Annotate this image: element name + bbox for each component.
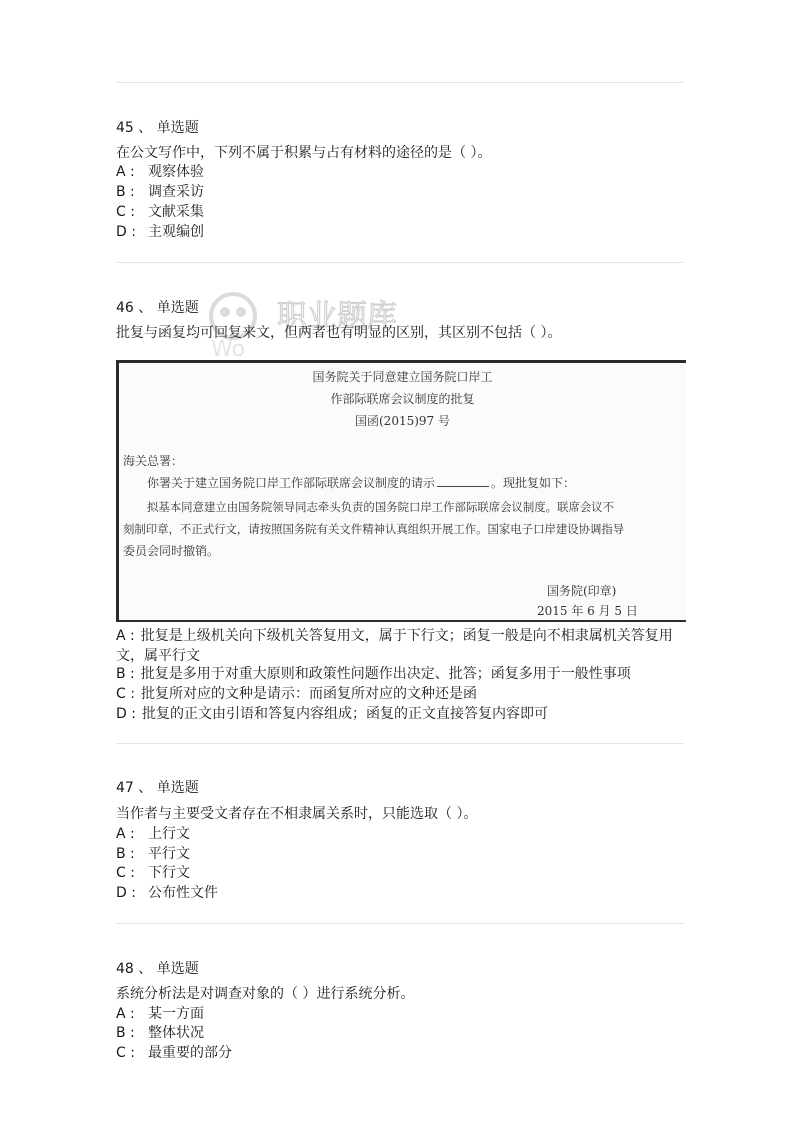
question-46-option-d[interactable] xyxy=(116,704,688,724)
question-47-option-d[interactable] xyxy=(116,883,688,903)
question-45-option-c[interactable] xyxy=(116,202,688,222)
option-key: B : xyxy=(116,1025,135,1041)
divider xyxy=(116,743,684,744)
option-text: 平行文 xyxy=(148,846,190,862)
doc-body-line1 xyxy=(147,475,575,491)
divider xyxy=(116,82,684,83)
option-key: A : xyxy=(116,628,135,644)
question-48-header: 48 、 单选题 xyxy=(116,961,199,977)
option-text: 批复是多用于对重大原则和政策性问题作出决定、批答；函复多用于一般性事项 xyxy=(140,666,631,682)
question-46-text: 批复与函复均可回复来文，但两者也有明显的区别，其区别不包括（ ）。 xyxy=(116,325,562,341)
option-text: 批复所对应的文种是请示：而函复所对应的文种还是函 xyxy=(140,686,477,702)
doc-body-line1-post: 。现批复如下： xyxy=(491,476,576,490)
question-45-header: 45 、 单选题 xyxy=(116,120,199,136)
option-key: D : xyxy=(116,224,136,240)
watermark-latin: Wo xyxy=(211,337,245,358)
question-45-option-d[interactable] xyxy=(116,222,688,242)
question-47-option-a[interactable] xyxy=(116,824,688,844)
question-45-option-a[interactable] xyxy=(116,162,688,182)
option-text: 观察体验 xyxy=(148,164,204,180)
option-key: C : xyxy=(116,1045,135,1061)
doc-salutation: 海关总署： xyxy=(123,454,184,468)
question-47-option-b[interactable] xyxy=(116,844,688,864)
option-key: B : xyxy=(116,184,135,200)
option-key: A : xyxy=(116,1006,135,1022)
doc-body-line4: 委员会同时撤销。 xyxy=(123,544,220,558)
option-text: 下行文 xyxy=(148,865,190,881)
scanned-document-figure xyxy=(116,360,686,622)
option-text: 上行文 xyxy=(148,826,190,842)
option-text: 整体状况 xyxy=(148,1025,204,1041)
watermark-text: 职业题库 xyxy=(277,299,397,334)
question-47-text: 当作者与主要受文者存在不相隶属关系时，只能选取（ ）。 xyxy=(116,806,478,822)
doc-date: 2015 年 6 月 5 日 xyxy=(537,604,638,618)
question-48-option-c[interactable] xyxy=(116,1043,688,1063)
option-text: 批复是上级机关向下级机关答复用文，属于下行文；函复一般是向不相隶属机关答复用文，属平行文 xyxy=(116,628,673,664)
option-key: B : xyxy=(116,846,135,862)
question-47-option-c[interactable] xyxy=(116,863,688,883)
question-48-text: 系统分析法是对调查对象的（ ）进行系统分析。 xyxy=(116,986,415,1002)
divider xyxy=(116,262,684,263)
option-key: A : xyxy=(116,826,135,842)
question-46-option-a[interactable] xyxy=(116,626,688,666)
option-key: D : xyxy=(116,885,136,901)
option-key: A : xyxy=(116,164,135,180)
option-key: B : xyxy=(116,666,135,682)
option-text: 文献采集 xyxy=(148,204,204,220)
doc-body-line1-pre: 你署关于建立国务院口岸工作部际联席会议制度的请示 xyxy=(147,476,436,490)
doc-signature: 国务院(印章) xyxy=(547,584,617,598)
doc-body-line2: 拟基本同意建立由国务院领导同志牵头负责的国务院口岸工作部际联席会议制度。联席会议不 xyxy=(147,500,615,514)
doc-title-line2: 作部际联席会议制度的批复 xyxy=(330,392,475,406)
question-45-text: 在公文写作中，下列不属于积累与占有材料的途径的是（ ）。 xyxy=(116,145,492,161)
option-text: 某一方面 xyxy=(148,1006,204,1022)
question-46-option-b[interactable] xyxy=(116,664,688,684)
question-48-option-a[interactable] xyxy=(116,1004,688,1024)
divider xyxy=(116,923,684,924)
doc-title-line1: 国务院关于同意建立国务院口岸工 xyxy=(312,370,493,384)
option-text: 批复的正文由引语和答复内容组成；函复的正文直接答复内容即可 xyxy=(141,706,548,722)
question-46-header: 46 、 单选题 xyxy=(116,300,199,316)
doc-blank xyxy=(437,486,489,487)
question-45-option-b[interactable] xyxy=(116,182,688,202)
option-text: 最重要的部分 xyxy=(148,1045,232,1061)
option-key: C : xyxy=(116,204,135,220)
option-key: C : xyxy=(116,865,135,881)
option-text: 公布性文件 xyxy=(148,885,218,901)
option-key: D : xyxy=(116,706,136,722)
question-47-header: 47 、 单选题 xyxy=(116,780,199,796)
option-text: 调查采访 xyxy=(148,184,204,200)
question-48-option-b[interactable] xyxy=(116,1023,688,1043)
question-46-option-c[interactable] xyxy=(116,684,688,704)
doc-number: 国函(2015)97 号 xyxy=(355,414,450,428)
option-key: C : xyxy=(116,686,135,702)
option-text: 主观编创 xyxy=(148,224,204,240)
doc-body-line3: 刻制印章，不正式行文，请按照国务院有关文件精神认真组织开展工作。国家电子口岸建设协调指导 xyxy=(123,522,625,536)
